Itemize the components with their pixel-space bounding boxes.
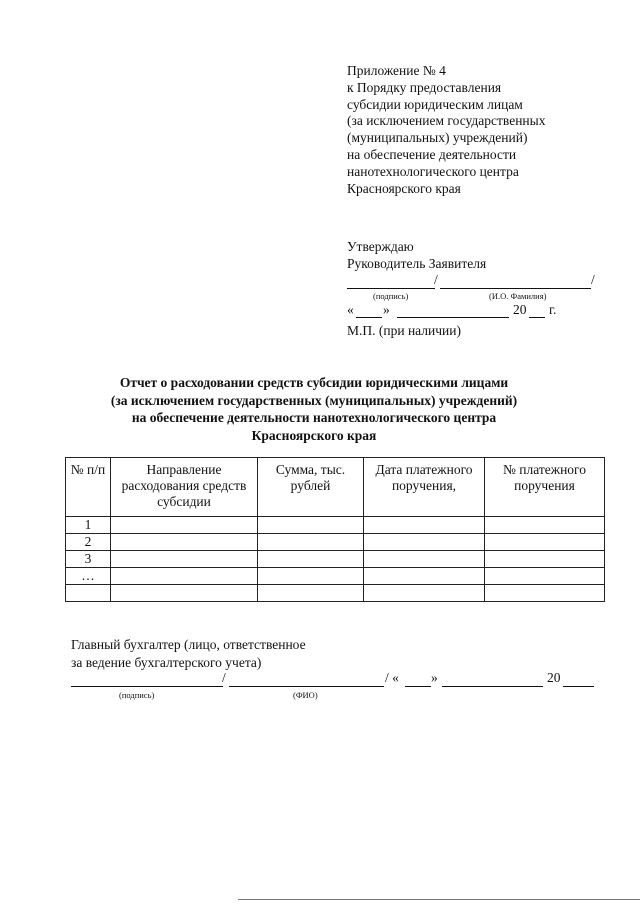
table-header-row	[66, 458, 605, 517]
table-cell[interactable]	[364, 517, 485, 534]
table-row	[66, 568, 605, 585]
title-line: на обеспечение деятельности нанотехнологического центра	[131, 410, 497, 425]
approve-label: Утверждаю	[347, 239, 414, 254]
column-header-amount: Сумма, тыс. рублей	[258, 458, 364, 517]
table-row	[66, 517, 605, 534]
table-cell[interactable]	[258, 534, 364, 551]
slash: /	[591, 272, 595, 287]
report-title	[64, 374, 564, 444]
table-cell[interactable]	[111, 534, 258, 551]
table-cell: 1	[66, 517, 111, 534]
slash: /	[222, 670, 226, 685]
expense-report-table	[65, 457, 605, 602]
accountant-label-line2: за ведение бухгалтерского учета)	[71, 655, 262, 670]
table-cell[interactable]	[364, 585, 485, 602]
slash-quote: / «	[385, 670, 399, 685]
accountant-year-line[interactable]	[563, 686, 594, 687]
title-line: (за исключением государственных (муниципальных) учреждений)	[110, 392, 518, 408]
header-line: (за исключением государственных	[347, 113, 546, 129]
column-header-direction: Направление расходования средств субсидии	[111, 458, 258, 517]
name-caption: (И.О. Фамилия)	[489, 291, 547, 301]
column-header-payment-date: Дата платежного поручения,	[364, 458, 485, 517]
table-cell[interactable]	[485, 568, 605, 585]
year-prefix: 20	[513, 302, 527, 317]
header-line: Приложение № 4	[347, 63, 446, 78]
table-cell: 2	[66, 534, 111, 551]
table-cell[interactable]	[485, 551, 605, 568]
accountant-label-line1: Главный бухгалтер (лицо, ответственное	[71, 637, 306, 652]
table-cell[interactable]	[111, 517, 258, 534]
name-caption: (ФИО)	[293, 690, 318, 700]
stamp-label: М.П. (при наличии)	[347, 323, 461, 338]
table-cell: 3	[66, 551, 111, 568]
date-open-quote: «	[347, 302, 354, 317]
approval-day-line[interactable]	[356, 317, 382, 318]
header-line: (муниципальных) учреждений)	[347, 130, 528, 146]
column-header-number: № п/п	[66, 458, 111, 517]
header-line: Красноярского края	[347, 180, 461, 196]
approval-year-line[interactable]	[529, 317, 545, 318]
header-line: к Порядку предоставления	[347, 79, 502, 95]
table-cell: …	[66, 568, 111, 585]
scan-edge-line	[238, 899, 640, 900]
accountant-month-line[interactable]	[442, 686, 543, 687]
slash: /	[434, 272, 438, 287]
table-cell[interactable]	[364, 534, 485, 551]
table-row	[66, 585, 605, 602]
signature-caption: (подпись)	[119, 690, 155, 700]
table-cell[interactable]	[364, 568, 485, 585]
column-header-payment-number: № платежного поручения	[485, 458, 605, 517]
table-cell[interactable]	[111, 568, 258, 585]
appendix-header	[347, 63, 545, 197]
date-close-quote: »	[431, 670, 438, 685]
title-line: Отчет о расходовании средств субсидии юридическими лицами	[119, 375, 509, 390]
accountant-day-line[interactable]	[405, 686, 431, 687]
table-cell[interactable]	[485, 585, 605, 602]
applicant-name-line[interactable]	[440, 288, 591, 289]
table-cell[interactable]	[258, 551, 364, 568]
applicant-head-label: Руководитель Заявителя	[347, 256, 487, 271]
table-cell[interactable]	[258, 585, 364, 602]
table-row	[66, 551, 605, 568]
table-cell[interactable]	[111, 585, 258, 602]
approval-month-line[interactable]	[397, 317, 509, 318]
table-cell[interactable]	[111, 551, 258, 568]
header-line: субсидии юридическим лицам	[347, 96, 523, 112]
table-cell[interactable]	[258, 568, 364, 585]
year-suffix: г.	[549, 302, 557, 317]
accountant-signature-line[interactable]	[71, 686, 223, 687]
date-close-quote: »	[383, 302, 390, 317]
table-cell[interactable]	[258, 517, 364, 534]
table-cell[interactable]	[364, 551, 485, 568]
signature-caption: (подпись)	[373, 291, 409, 301]
table-cell	[66, 585, 111, 602]
approval-block	[347, 238, 486, 272]
accountant-name-line[interactable]	[229, 686, 384, 687]
table-cell[interactable]	[485, 517, 605, 534]
year-prefix: 20	[547, 670, 561, 685]
title-line: Красноярского края	[251, 427, 377, 443]
applicant-signature-line[interactable]	[347, 288, 435, 289]
table-cell[interactable]	[485, 534, 605, 551]
header-line: нанотехнологического центра	[347, 163, 519, 179]
table-row	[66, 534, 605, 551]
header-line: на обеспечение деятельности	[347, 146, 517, 162]
